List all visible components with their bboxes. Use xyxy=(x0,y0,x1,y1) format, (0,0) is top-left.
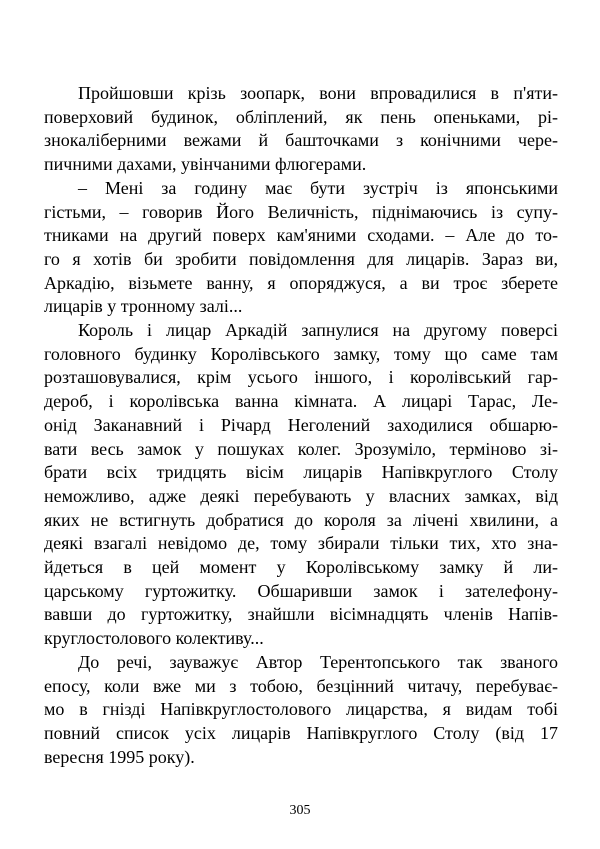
text-line: яких не встигнуть добратися до короля за лічені хвилини, а xyxy=(44,509,558,530)
text-line: дероб, і королівська ванна кімната. А лицарі Тарас, Ле- xyxy=(44,391,558,412)
text-line: вересня 1995 року). xyxy=(44,746,195,767)
page-number: 305 xyxy=(289,803,311,818)
text-line: поверховий будинок, обліплений, як пень опеньками, рі- xyxy=(44,106,558,127)
text-line: вавши до гуртожитку, знайшли вісімнадцять членів Напів- xyxy=(44,604,558,625)
text-line: Король і лицар Аркадій запнулися на другому поверсі xyxy=(78,320,558,341)
text-line: круглостолового колективу... xyxy=(44,628,264,649)
paragraph-4 xyxy=(44,651,558,770)
text-line: йдеться в цей момент у Королівському замку й ли- xyxy=(44,557,558,578)
text-line: Пройшовши крізь зоопарк, вони впровадилися в п'яти- xyxy=(78,83,558,103)
text-line: До речі, зауважує Автор Терентопського так званого xyxy=(78,651,558,672)
text-line: брати всіх тридцять вісім лицарів Напівкруглого Столу xyxy=(44,462,558,483)
text-line: лицарів у тронному залі... xyxy=(44,296,243,317)
paragraph-3 xyxy=(44,319,558,651)
text-line: – Мені за годину має бути зустріч із японськими xyxy=(78,177,558,198)
text-line: Аркадію, візьмете ванну, я опоряджуся, а ви троє зберете xyxy=(44,272,558,293)
text-line: пичними дахами, увінчаними флюгерами. xyxy=(44,154,367,175)
text-line: царському гуртожитку. Обшаривши замок і зателефону- xyxy=(44,580,558,601)
text-line: гістьми, – говорив Його Величність, піднімаючись із супу- xyxy=(44,201,558,222)
text-line: тниками на другий поверх кам'яними сходами. – Але до то- xyxy=(44,225,558,246)
text-line: знокаліберними вежами й башточками з конічними чере- xyxy=(44,130,558,151)
text-line: вати весь замок у пошуках колег. Зрозуміло, терміново зі- xyxy=(44,438,558,459)
paragraph-2 xyxy=(44,177,558,319)
text-line: деякі взагалі невідомо де, тому збирали тільки тих, хто зна- xyxy=(44,533,558,554)
text-line: епосу, коли вже ми з тобою, безцінний читачу, перебуває- xyxy=(44,675,558,696)
text-line: го я хотів би зробити повідомлення для лицарів. Зараз ви, xyxy=(44,248,558,269)
body-text xyxy=(44,82,558,769)
text-line: головного будинку Королівського замку, тому що саме там xyxy=(44,343,558,364)
text-line: мо в гнізді Напівкруглостолового лицарства, я видам тобі xyxy=(44,699,558,720)
text-line: неможливо, адже деякі перебувають у власних замках, від xyxy=(44,485,558,506)
paragraph-1 xyxy=(44,82,558,177)
text-line: онід Заканавний і Річард Неголений заходилися обшарю- xyxy=(44,414,558,435)
text-line: розташовувалися, крім усього іншого, і королівський гар- xyxy=(44,367,558,388)
text-line: повний список усіх лицарів Напівкруглого Столу (від 17 xyxy=(44,722,558,743)
